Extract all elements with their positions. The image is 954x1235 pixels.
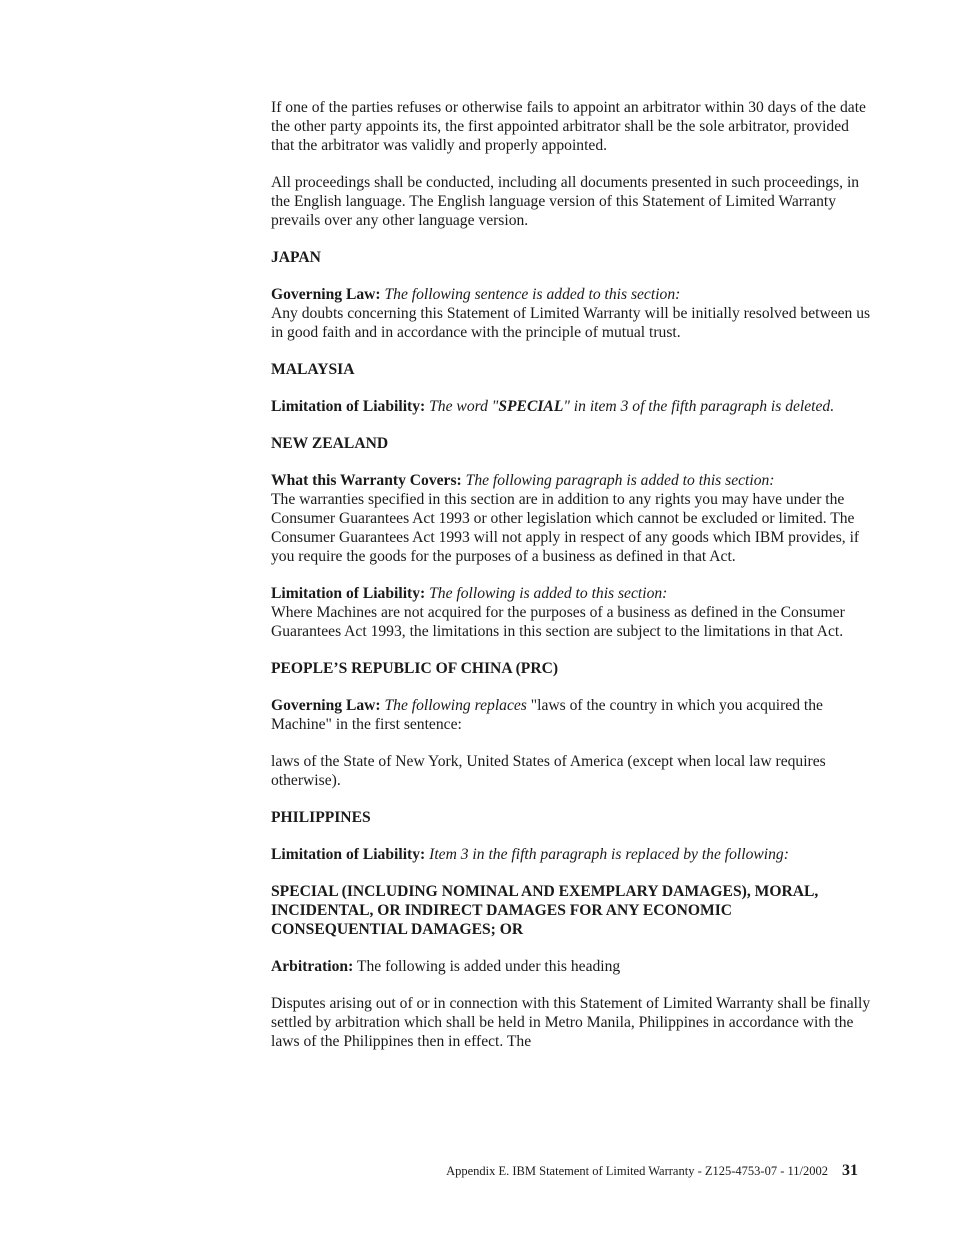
label-warranty-covers: What this Warranty Covers: <box>271 472 462 489</box>
note-warranty-covers: The following paragraph is added to this section: <box>465 472 775 489</box>
arbitrator-appointment-paragraph: If one of the parties refuses or otherwise fails to appoint an arbitrator within 30 days of the date the other party appoints its, the first appointed arbitrator shall be the sole arbitrator, provided that the arbitrator was validly and properly appointed. <box>271 99 866 154</box>
note-governing-law: The following replaces <box>384 697 527 714</box>
ph-limitation <box>271 845 871 864</box>
note-limitation: Item 3 in the fifth paragraph is replaced by the following: <box>429 846 789 863</box>
page-number: 31 <box>842 1162 858 1179</box>
note-governing-law: The following sentence is added to this section: <box>384 286 681 303</box>
label-limitation-of-liability: Limitation of Liability: <box>271 846 426 863</box>
heading-prc: PEOPLE’S REPUBLIC OF CHINA (PRC) <box>271 660 559 677</box>
heading-japan: JAPAN <box>271 249 321 266</box>
nz-limitation <box>271 584 871 641</box>
label-arbitration: Arbitration: <box>271 958 354 975</box>
label-limitation-of-liability: Limitation of Liability: <box>271 585 426 602</box>
label-limitation-of-liability: Limitation of Liability: <box>271 398 426 415</box>
note-limitation-pre: The word " <box>429 398 499 415</box>
text-warranty-covers: The warranties specified in this section are in addition to any rights you may have under the Consumer Guarantees Act 1993 or other legislation which cannot be excluded or limited. The Consumer Guarantees Act 1993 will not apply in respect of any goods which IBM provides, if you require the goods for the purposes of a business as defined in that Act. <box>271 491 860 565</box>
proceedings-language-paragraph: All proceedings shall be conducted, including all documents presented in such proceedings, in the English language. The English language version of this Statement of Limited Warranty prevails over any other language version. <box>271 174 860 229</box>
label-governing-law: Governing Law: <box>271 697 381 714</box>
ph-special-damages: SPECIAL (INCLUDING NOMINAL AND EXEMPLARY DAMAGES), MORAL, INCIDENTAL, OR INDIRECT DAMAGES FOR ANY ECONOMIC CONSEQUENTIAL DAMAGES; OR <box>271 883 819 938</box>
note-limitation-post: " in item 3 of the fifth paragraph is deleted. <box>563 398 835 415</box>
prc-governing-law <box>271 696 871 734</box>
document-body <box>271 98 871 1069</box>
japan-governing-law <box>271 285 871 342</box>
label-governing-law: Governing Law: <box>271 286 381 303</box>
note-limitation-special: SPECIAL <box>498 398 564 415</box>
heading-philippines: PHILIPPINES <box>271 809 371 826</box>
note-arbitration: The following is added under this heading <box>356 958 621 975</box>
heading-new-zealand: NEW ZEALAND <box>271 435 389 452</box>
quote-governing-law: "laws of the country in which you acquired the Machine" in the first sentence: <box>271 697 823 733</box>
ph-arbitration <box>271 957 871 976</box>
page-footer <box>446 1162 858 1180</box>
footer-text: Appendix E. IBM Statement of Limited Warranty - Z125-4753-07 - 11/2002 <box>446 1164 828 1178</box>
note-limitation: The following is added to this section: <box>429 585 668 602</box>
prc-governing-law-text: laws of the State of New York, United States of America (except when local law requires otherwise). <box>271 753 826 789</box>
malaysia-limitation <box>271 397 871 416</box>
text-governing-law: Any doubts concerning this Statement of Limited Warranty will be initially resolved between us in good faith and in accordance with the principle of mutual trust. <box>271 305 871 341</box>
text-limitation: Where Machines are not acquired for the purposes of a business as defined in the Consumer Guarantees Act 1993, the limitations in this section are subject to the limitations in that Act. <box>271 604 845 640</box>
heading-malaysia: MALAYSIA <box>271 361 355 378</box>
nz-warranty-covers <box>271 471 871 566</box>
ph-disputes-paragraph: Disputes arising out of or in connection with this Statement of Limited Warranty shall be finally settled by arbitration which shall be held in Metro Manila, Philippines in accordance with the laws of the Philippines then in effect. The <box>271 995 871 1050</box>
